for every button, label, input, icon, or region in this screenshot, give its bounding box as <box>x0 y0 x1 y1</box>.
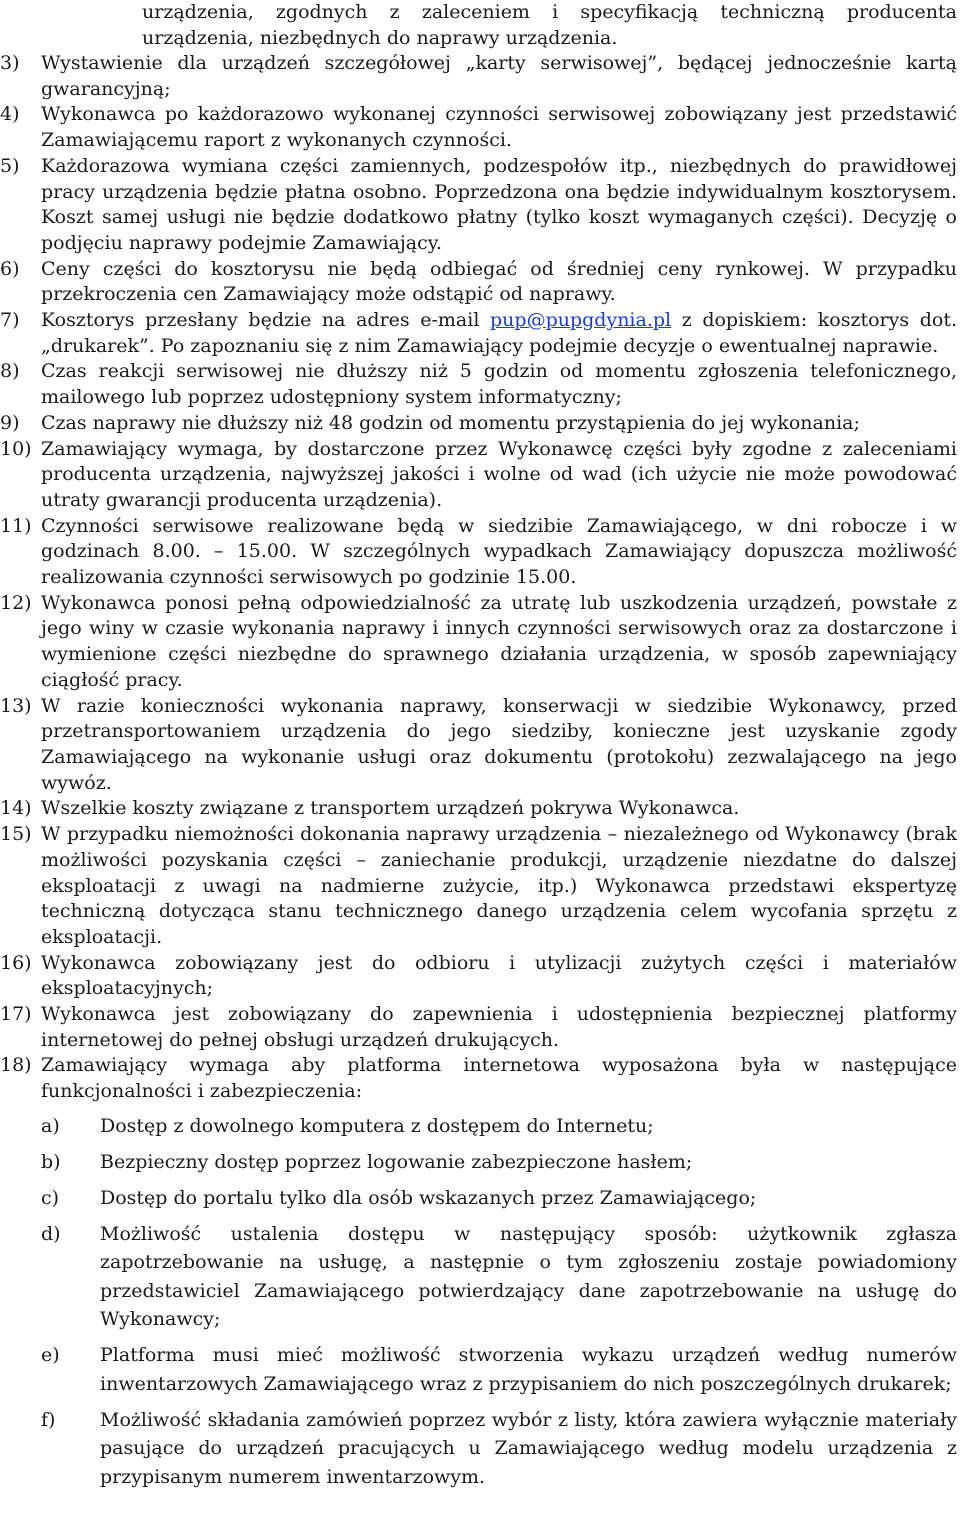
item-number: 13) <box>0 694 32 717</box>
list-item <box>0 822 957 951</box>
sub-item-letter: b) <box>41 1150 61 1173</box>
list-item <box>0 591 957 694</box>
item-text: Ceny części do kosztorysu nie będą odbiegać od średniej ceny rynkowej. W przypadku przekroczenia cen Zamawiający może odstąpić od naprawy. <box>41 257 957 306</box>
item-number: 12) <box>0 591 32 614</box>
list-item <box>0 951 957 1002</box>
item-number: 3) <box>0 52 20 74</box>
sub-item-text: Możliwość składania zamówień poprzez wybór z listy, która zawiera wyłącznie materiały pasujące do urządzeń pracujących u Zamawiającego według modelu urządzenia z przypisanym numerem inwentarzowym. <box>100 1408 957 1488</box>
sub-item-text: Dostęp z dowolnego komputera z dostępem do Internetu; <box>100 1114 654 1137</box>
item-number: 11) <box>0 514 32 537</box>
sub-list-item <box>0 1148 957 1177</box>
sub-list-item <box>0 1341 957 1398</box>
list-item <box>0 1002 957 1053</box>
item-number: 18) <box>0 1054 32 1077</box>
item-text: Zamawiający wymaga aby platforma internetowa wyposażona była w następujące funkcjonalności i zabezpieczenia: <box>41 1054 957 1103</box>
sub-item-letter: e) <box>41 1344 60 1367</box>
item-number: 8) <box>0 360 20 383</box>
list-item <box>0 514 957 591</box>
continued-line-1: urządzenia, zgodnych z zaleceniem i specyfikacją techniczną producenta <box>142 1 957 23</box>
item-text: Wystawienie dla urządzeń szczegółowej „karty serwisowej”, będącej jednocześnie kartą gwarancyjną; <box>41 52 957 100</box>
continued-line-2: urządzenia, niezbędnych do naprawy urządzenia. <box>142 26 618 49</box>
item-text: Wykonawca ponosi pełną odpowiedzialność za utratę lub uszkodzenia urządzeń, powstałe z jego winy w czasie wykonania naprawy i innych czynności serwisowych oraz za dostarczone i wymienione części niezbędne do sprawnego działania urządzenia, w sposób zapewniający ciągłość pracy. <box>41 591 957 691</box>
sub-item-letter: c) <box>41 1186 60 1209</box>
item-text: W przypadku niemożności dokonania naprawy urządzenia – niezależnego od Wykonawcy (brak możliwości pozyskania części – zaniechanie produkcji, urządzenie niezdatne do dalszej eksploatacji z uwagi na nadmierne zużycie, itp.) Wykonawca przedstawi ekspertyzę techniczną dotycząca stanu technicznego danego urządzenia celem wycofania sprzętu z eksploatacji. <box>41 823 957 948</box>
list-item <box>0 1053 957 1104</box>
item-number: 16) <box>0 951 32 974</box>
sub-list-item <box>0 1112 957 1141</box>
sub-item-letter: a) <box>41 1114 60 1137</box>
email-link[interactable]: pup@pupgdynia.pl <box>490 309 672 332</box>
item-number: 5) <box>0 154 20 177</box>
item-text: Wykonawca po każdorazowo wykonanej czynności serwisowej zobowiązany jest przedstawić Zamawiającemu raport z wykonanych czynności. <box>41 103 957 152</box>
item-text: Czas naprawy nie dłuższy niż 48 godzin od momentu przystąpienia do jej wykonania; <box>41 411 860 434</box>
list-item <box>0 411 957 437</box>
requirements-list <box>0 51 957 1491</box>
sub-item-letter: d) <box>41 1222 61 1245</box>
item-number: 4) <box>0 103 20 126</box>
platform-features-list <box>0 1112 957 1492</box>
item-text: Wszelkie koszty związane z transportem urządzeń pokrywa Wykonawca. <box>41 797 740 820</box>
item-text: Wykonawca zobowiązany jest do odbioru i utylizacji zużytych części i materiałów eksploatacyjnych; <box>41 951 957 1000</box>
item-text-before: Kosztorys przesłany będzie na adres e-mail <box>41 309 491 332</box>
item-number: 15) <box>0 823 32 846</box>
item-text: Każdorazowa wymiana części zamiennych, podzespołów itp., niezbędnych do prawidłowej pracy urządzenia będzie płatna osobno. Poprzedzona ona będzie indywidualnym kosztorysem. Koszt samej usługi nie będzie dodatkowo płatny (tylko koszt wymaganych części). Decyzję o podjęciu naprawy podejmie Zamawiający. <box>41 154 957 254</box>
sub-item-text: Możliwość ustalenia dostępu w następujący sposób: użytkownik zgłasza zapotrzebowanie na usługę, a następnie o tym zgłoszeniu zostaje powiadomiony przedstawiciel Zamawiającego potwierdzający dane zapotrzebowanie na usługę do Wykonawcy; <box>100 1222 957 1331</box>
item-text-after: z dopiskiem: kosztorys dot. „drukarek”. Po zapoznaniu się z nim Zamawiający podejmie decyzje o ewentualnej naprawie. <box>41 309 957 357</box>
item-number: 9) <box>0 411 20 434</box>
item-number: 17) <box>0 1003 32 1026</box>
sub-item-text: Platforma musi mieć możliwość stworzenia wykazu urządzeń według numerów inwentarzowych Zamawiającego wraz z przypisaniem do nich poszczególnych drukarek; <box>100 1344 957 1395</box>
item-text: Czas reakcji serwisowej nie dłuższy niż 5 godzin od momentu zgłoszenia telefonicznego, mailowego lub poprzez udostępniony system informatyczny; <box>41 360 957 409</box>
list-item <box>0 308 957 359</box>
item-number: 6) <box>0 257 20 280</box>
item-number: 7) <box>0 309 20 332</box>
list-item <box>0 359 957 410</box>
item-text: Wykonawca jest zobowiązany do zapewnienia i udostępnienia bezpiecznej platformy internetowej do pełnej obsługi urządzeń drukujących. <box>41 1003 957 1051</box>
list-item <box>0 257 957 308</box>
sub-list-item <box>0 1184 957 1213</box>
continued-paragraph <box>142 0 957 51</box>
list-item <box>0 102 957 153</box>
item-number: 14) <box>0 797 32 820</box>
item-text: W razie konieczności wykonania naprawy, konserwacji w siedzibie Wykonawcy, przed przetransportowaniem urządzenia do jego siedziby, konieczne jest uzyskanie zgody Zamawiającego na wykonanie usługi oraz dokumentu (protokołu) zezwalającego na jego wywóz. <box>41 694 957 794</box>
item-text: Zamawiający wymaga, by dostarczone przez Wykonawcę części były zgodne z zaleceniami producenta urządzenia, najwyższej jakości i wolne od wad (ich użycie nie może powodować utraty gwarancji producenta urządzenia). <box>41 437 957 511</box>
list-item <box>0 437 957 514</box>
sub-item-letter: f) <box>41 1408 56 1431</box>
list-item <box>0 51 957 102</box>
sub-item-text: Bezpieczny dostęp poprzez logowanie zabezpieczone hasłem; <box>100 1150 693 1173</box>
sub-item-text: Dostęp do portalu tylko dla osób wskazanych przez Zamawiającego; <box>100 1186 757 1209</box>
item-number: 10) <box>0 437 32 460</box>
sub-list-item <box>0 1220 957 1334</box>
sub-list-item <box>0 1406 957 1492</box>
item-text: Czynności serwisowe realizowane będą w siedzibie Zamawiającego, w dni robocze i w godzinach 8.00. – 15.00. W szczególnych wypadkach Zamawiający dopuszcza możliwość realizowania czynności serwisowych po godzinie 15.00. <box>41 514 957 589</box>
list-item <box>0 796 957 822</box>
list-item <box>0 154 957 257</box>
list-item <box>0 694 957 797</box>
